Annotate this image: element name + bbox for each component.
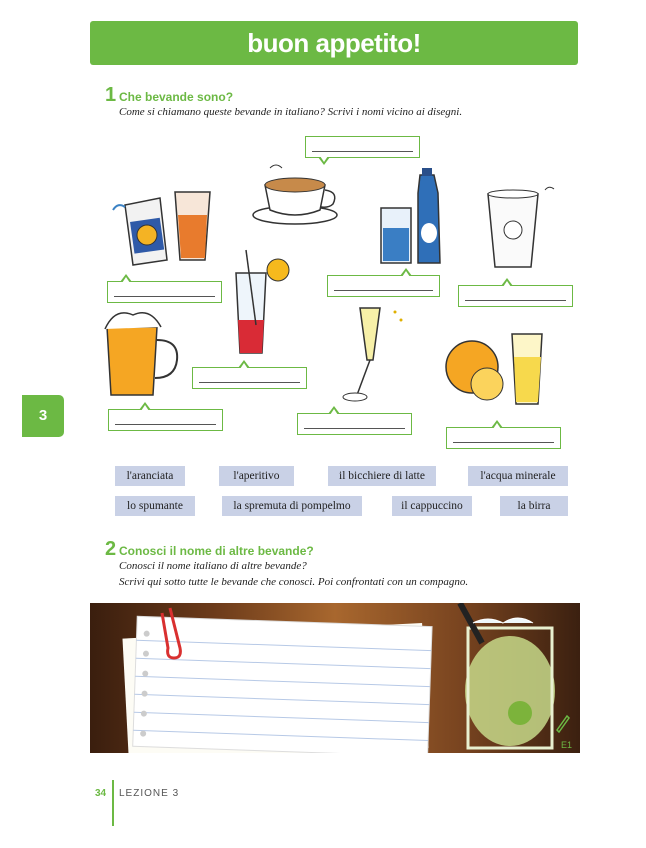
word-chip[interactable]: l'aranciata <box>115 466 185 486</box>
chapter-tab[interactable]: 3 <box>22 395 64 437</box>
exercise-2-instruction-2: Scrivi qui sotto tutte le bevande che conosci. Poi confrontati con un compagno. <box>119 576 469 588</box>
answer-bubble-beer[interactable] <box>108 409 223 431</box>
answer-bubble-aperitivo[interactable] <box>192 367 307 389</box>
page-number: 34 <box>95 788 107 799</box>
word-chip[interactable]: l'aperitivo <box>219 466 294 486</box>
exercise-2-title: Conosci il nome di altre bevande? <box>119 544 314 558</box>
exercise-2-number: 2 <box>105 538 117 560</box>
answer-bubble-milk[interactable] <box>458 285 573 307</box>
word-chip[interactable]: il bicchiere di latte <box>328 466 436 486</box>
exercise-2-instruction-1: Conosci il nome italiano di altre bevande? <box>119 560 307 572</box>
orange-soda-drawing <box>105 180 220 275</box>
exercise-1-title: Che bevande sono? <box>119 90 234 104</box>
word-chip[interactable]: il cappuccino <box>392 496 472 516</box>
exercise-1-number: 1 <box>105 84 117 106</box>
answer-bubble-grapefruit[interactable] <box>446 427 561 449</box>
notepad-illustration <box>90 603 580 753</box>
answer-bubble-cappuccino[interactable] <box>305 136 420 158</box>
water-bottle-drawing <box>378 163 448 268</box>
word-chip[interactable]: l'acqua minerale <box>468 466 568 486</box>
lesson-label: LEZIONE 3 <box>119 788 180 799</box>
word-chip[interactable]: la birra <box>500 496 568 516</box>
exercise-1-instruction: Come si chiamano queste bevande in italiano? Scrivi i nomi vicino ai disegni. <box>119 106 463 118</box>
grapefruit-juice-drawing <box>442 322 552 412</box>
photo-badge: E1 <box>560 740 572 750</box>
beer-mug-drawing <box>95 305 190 400</box>
aperitivo-drawing <box>228 245 298 360</box>
word-chip[interactable]: lo spumante <box>115 496 195 516</box>
answer-bubble-spumante[interactable] <box>297 413 412 435</box>
answer-bubble-water[interactable] <box>327 275 440 297</box>
cappuccino-drawing <box>250 160 350 230</box>
page-banner: buon appetito! <box>90 21 578 65</box>
milk-glass-drawing <box>483 182 563 272</box>
spumante-glass-drawing <box>325 300 415 410</box>
answer-bubble-orange-soda[interactable] <box>107 281 222 303</box>
word-chip[interactable]: la spremuta di pompelmo <box>222 496 362 516</box>
footer-divider <box>112 780 114 826</box>
notepad-photo <box>90 603 580 753</box>
pencil-icon <box>554 711 570 733</box>
